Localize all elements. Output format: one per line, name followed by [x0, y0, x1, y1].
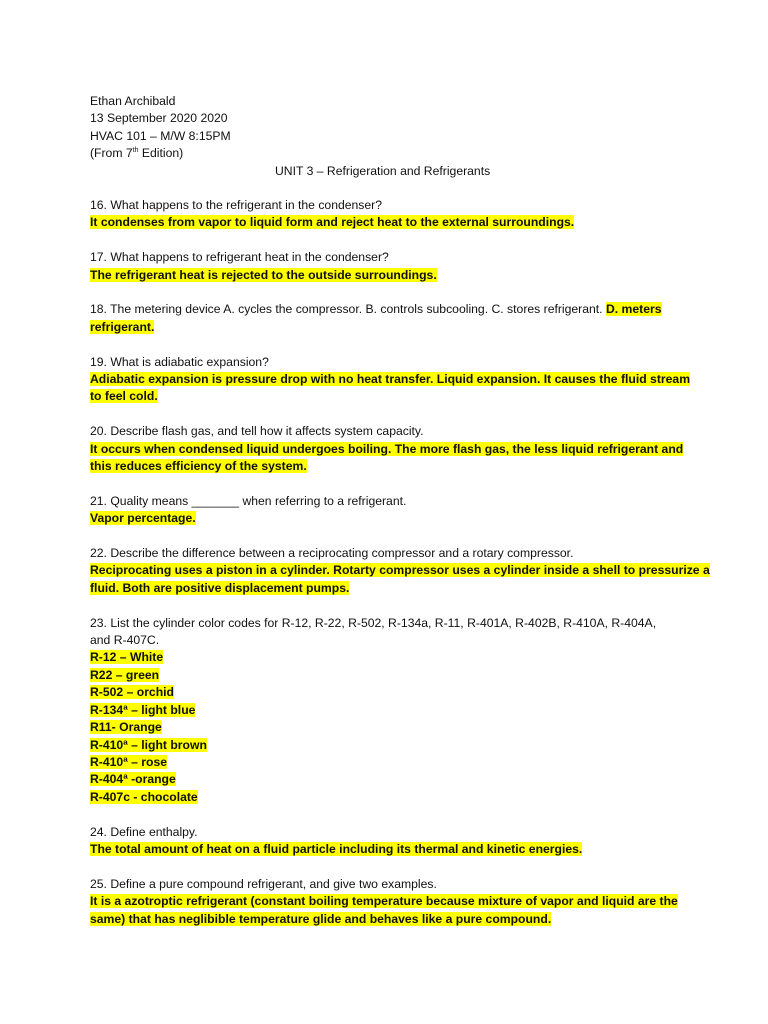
question-text-continued: and R-407C.: [90, 633, 160, 648]
unit-title: UNIT 3 – Refrigeration and Refrigerants: [275, 163, 491, 178]
answer-text-continued: to feel cold.: [90, 389, 158, 404]
list-item: R-404ª -orange: [90, 772, 176, 787]
answer-text: It is a azotroptic refrigerant (constant boiling temperature because mixture of vapor and liquid are the: [90, 894, 678, 909]
answer-text: D. meters: [605, 302, 662, 317]
answer-text-continued: fluid. Both are positive displacement pumps.: [90, 580, 350, 595]
question-22: [90, 545, 708, 597]
list-item: R-12 – White: [90, 650, 164, 665]
question-text: 17. What happens to refrigerant heat in the condenser?: [90, 250, 389, 265]
question-text: 21. Quality means _______ when referring to a refrigerant.: [90, 493, 407, 508]
question-text: 24. Define enthalpy.: [90, 824, 198, 839]
question-19: [90, 354, 708, 406]
question-18: [90, 301, 708, 336]
list-item: R-407c - chocolate: [90, 789, 198, 804]
list-item: R11- Orange: [90, 720, 162, 735]
answer-text: The total amount of heat on a fluid particle including its thermal and kinetic energies.: [90, 841, 583, 856]
question-text: 19. What is adiabatic expansion?: [90, 354, 269, 369]
question-17: [90, 249, 708, 284]
answer-text: Vapor percentage.: [90, 511, 196, 526]
question-text: 16. What happens to the refrigerant in the condenser?: [90, 198, 383, 213]
question-text: 23. List the cylinder color codes for R-12, R-22, R-502, R-134a, R-11, R-401A, R-402B, R-410A, R-404A,: [90, 615, 657, 630]
question-20: [90, 423, 708, 475]
answer-text: Reciprocating uses a piston in a cylinder. Rotarty compressor uses a cylinder inside a shell to pressurize a: [90, 563, 710, 578]
edition-note: (From 7th Edition): [90, 146, 184, 161]
list-item: R-410ª – light brown: [90, 737, 207, 752]
answer-text-continued: refrigerant.: [90, 319, 155, 334]
color-code-list: [90, 649, 708, 806]
question-23: [90, 615, 708, 806]
answer-text-continued: same) that has neglibible temperature glide and behaves like a pure compound.: [90, 911, 552, 926]
document-date: 13 September 2020 2020: [90, 111, 228, 126]
question-16: [90, 197, 708, 232]
question-text: 20. Describe flash gas, and tell how it affects system capacity.: [90, 424, 424, 439]
answer-text: It occurs when condensed liquid undergoes boiling. The more flash gas, the less liquid refrigerant and: [90, 441, 684, 456]
question-text: 25. Define a pure compound refrigerant, and give two examples.: [90, 876, 437, 891]
answer-text: The refrigerant heat is rejected to the outside surroundings.: [90, 267, 437, 282]
question-25: [90, 876, 708, 928]
course-info: HVAC 101 – M/W 8:15PM: [90, 128, 231, 143]
list-item: R22 – green: [90, 667, 160, 682]
list-item: R-410ª – rose: [90, 754, 167, 769]
document-header: [90, 93, 708, 180]
question-text: 18. The metering device A. cycles the compressor. B. controls subcooling. C. stores refrigerant. D. meters: [90, 302, 662, 317]
answer-text-continued: this reduces efficiency of the system.: [90, 459, 307, 474]
list-item: R-502 – orchid: [90, 685, 174, 700]
student-name: Ethan Archibald: [90, 94, 176, 108]
question-24: [90, 824, 708, 859]
question-text: 22. Describe the difference between a reciprocating compressor and a rotary compressor.: [90, 546, 574, 561]
answer-text: It condenses from vapor to liquid form and reject heat to the external surroundings.: [90, 215, 575, 230]
question-21: [90, 493, 708, 528]
answer-text: Adiabatic expansion is pressure drop with no heat transfer. Liquid expansion. It causes the fluid stream: [90, 372, 691, 387]
list-item: R-134ª – light blue: [90, 702, 196, 717]
